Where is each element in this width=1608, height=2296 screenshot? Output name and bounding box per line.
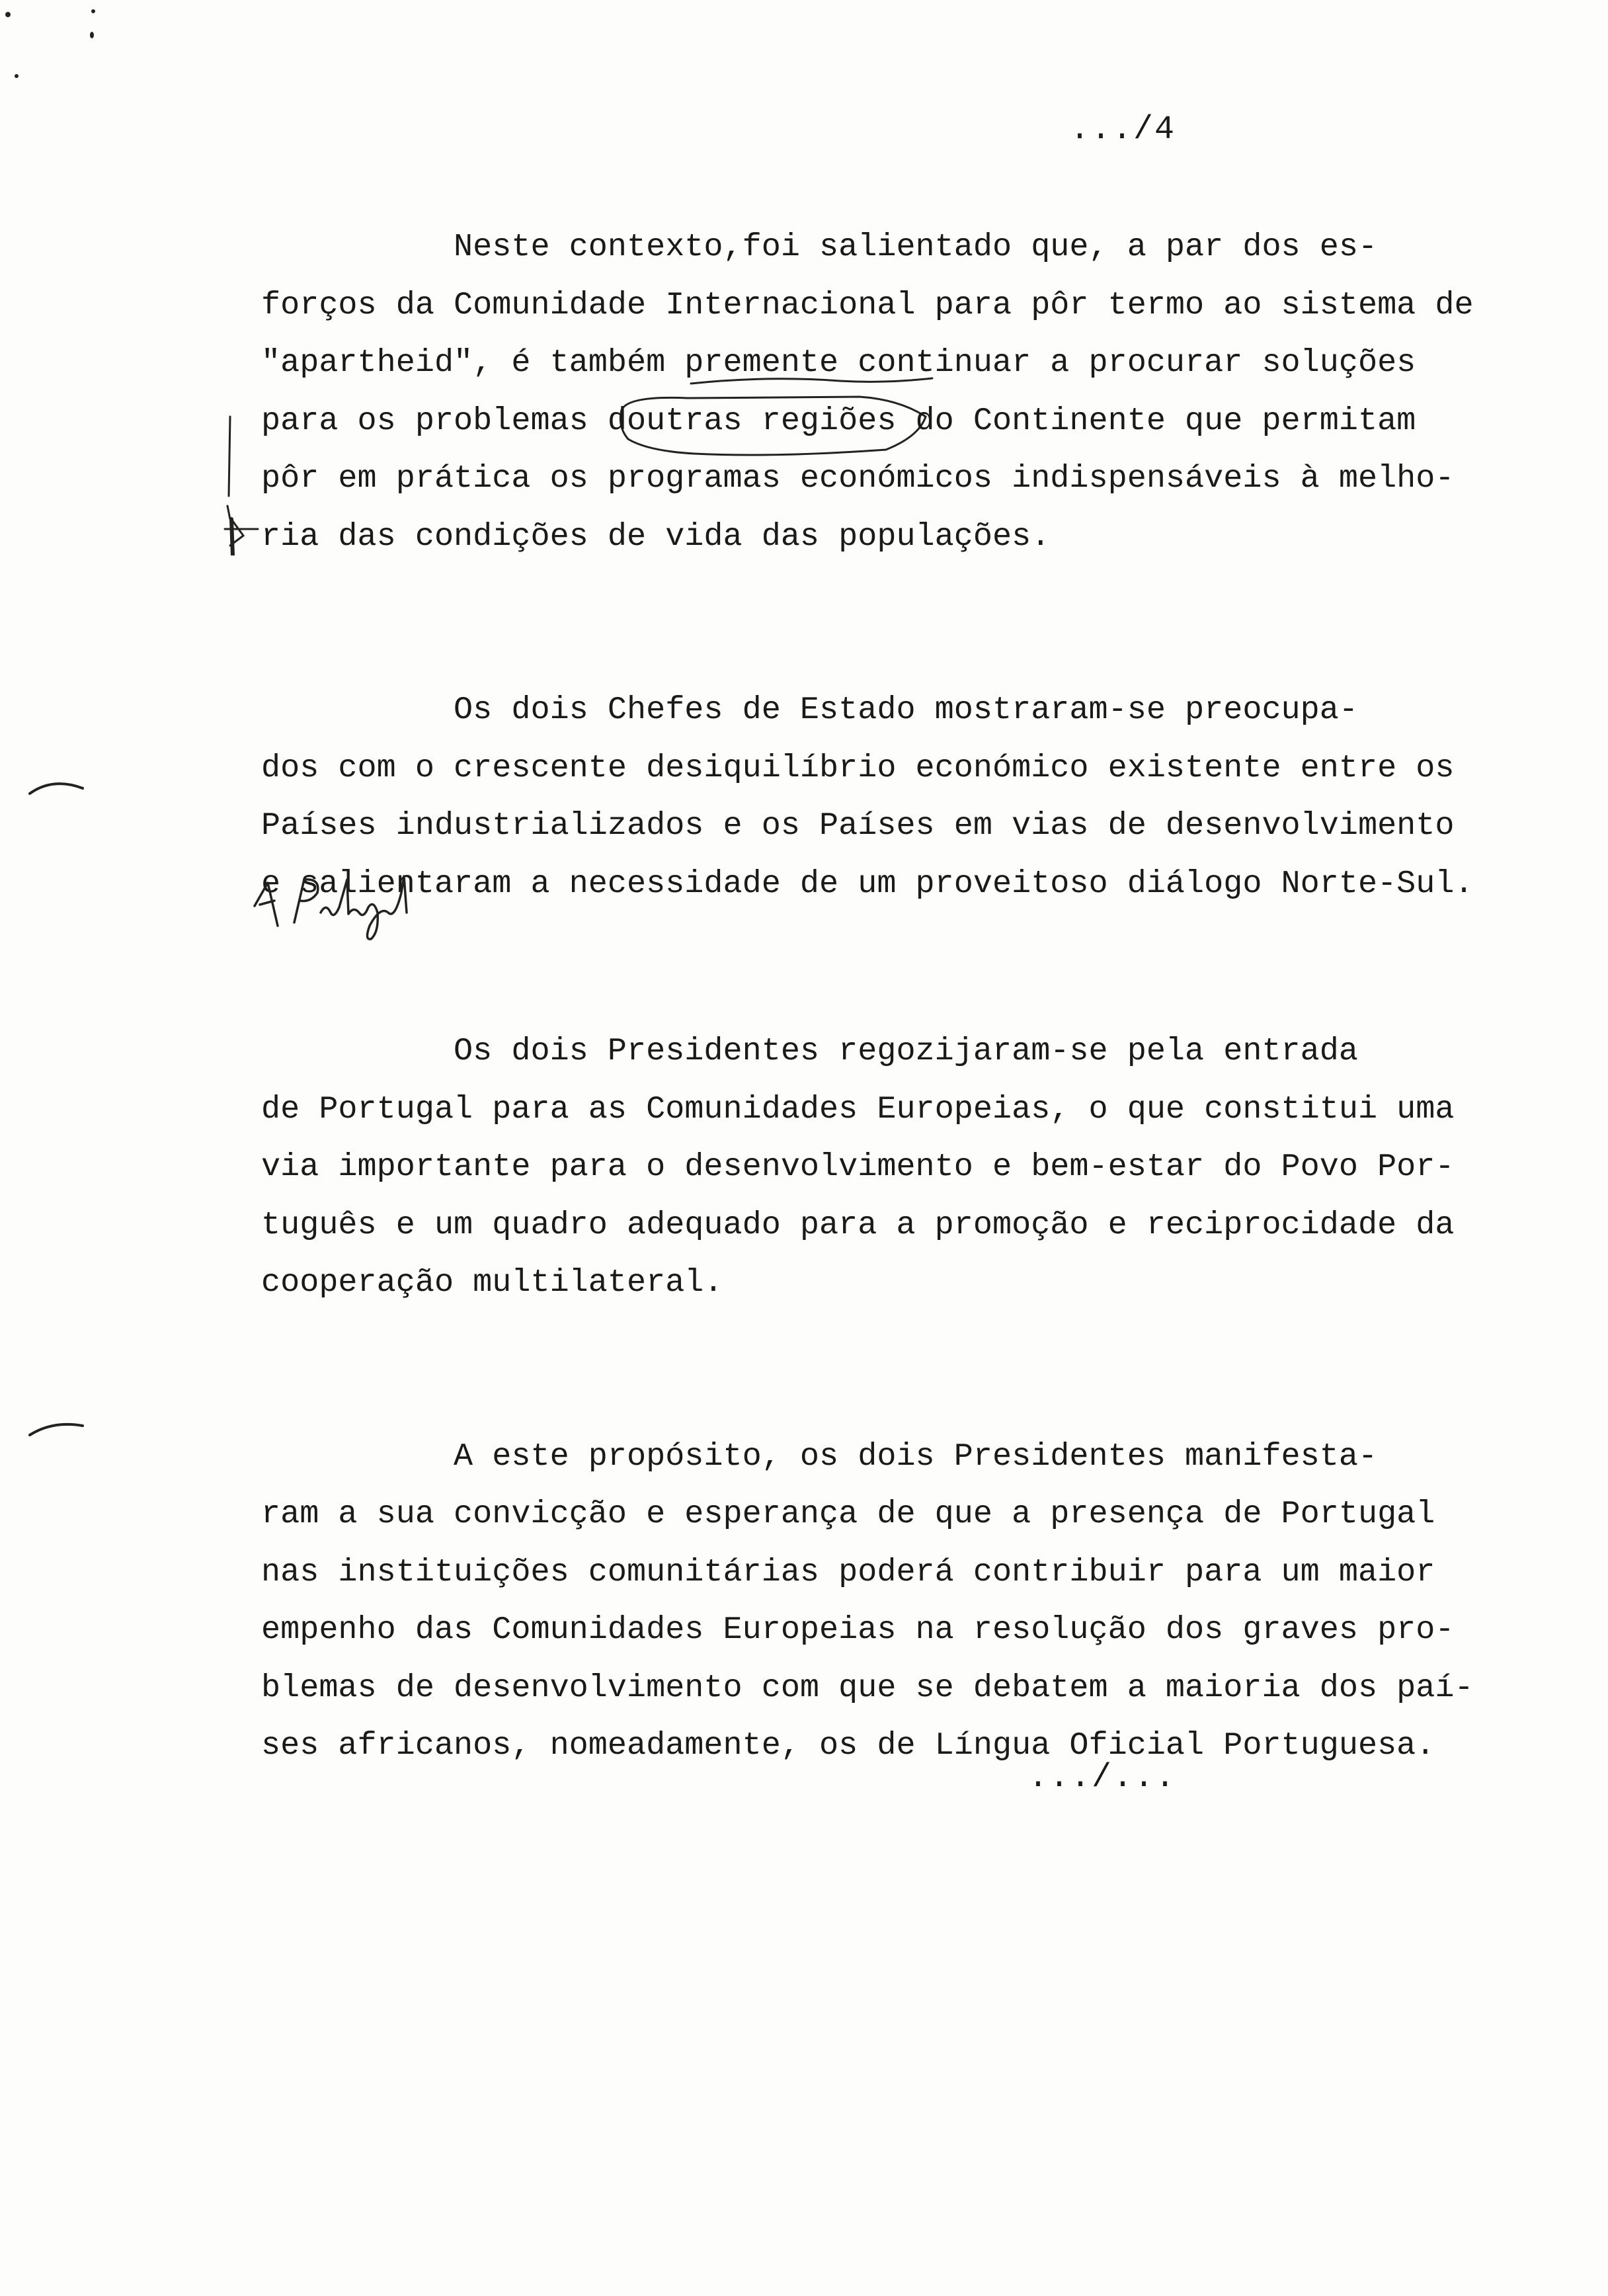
binder-hole-mark xyxy=(26,1415,86,1442)
paragraph-2 xyxy=(261,681,1517,913)
binder-hole-mark xyxy=(26,774,86,800)
paragraph-3 xyxy=(261,1022,1517,1312)
scan-speck xyxy=(15,74,19,78)
text-line: Neste contexto,foi salientado que, a par dos es- xyxy=(261,229,1378,265)
handwritten-note-signature xyxy=(248,866,446,946)
text-line: ses africanos, nomeadamente, os de Língua Oficial Portuguesa. xyxy=(261,1727,1435,1764)
paragraph-gap xyxy=(261,1312,1517,1428)
paragraph-1 xyxy=(261,218,1517,565)
text-line: empenho das Comunidades Europeias na resolução dos graves pro- xyxy=(261,1612,1455,1648)
scan-speck xyxy=(91,9,95,13)
text-line: ria das condições de vida das populações. xyxy=(261,518,1051,555)
scan-speck xyxy=(5,12,11,17)
paragraph-gap xyxy=(261,913,1517,1022)
text-line: tuguês e um quadro adequado para a promoção e reciprocidade da xyxy=(261,1206,1455,1243)
text-line: Os dois Chefes de Estado mostraram-se preocupa- xyxy=(261,692,1358,728)
text-line: nas instituições comunitárias poderá contribuir para um maior xyxy=(261,1553,1435,1590)
text-line: de Portugal para as Comunidades Europeias, o que constitui uma xyxy=(261,1090,1455,1128)
text-line: blemas de desenvolvimento com que se debatem a maioria dos paí- xyxy=(261,1669,1474,1706)
text-line: Os dois Presidentes regozijaram-se pela entrada xyxy=(261,1033,1358,1069)
continuation-marker: .../... xyxy=(1028,1759,1177,1797)
text-line: ram a sua convicção e esperança de que a presença de Portugal xyxy=(261,1496,1435,1532)
document-body xyxy=(261,218,1517,1775)
paragraph-gap xyxy=(261,565,1517,681)
page-number: .../4 xyxy=(1070,111,1176,149)
paragraph-4 xyxy=(261,1428,1517,1775)
text-line: via importante para o desenvolvimento e bem-estar do Povo Por- xyxy=(261,1149,1455,1185)
text-line: Países industrializados e os Países em vias de desenvolvimento xyxy=(261,807,1455,844)
text-line: A este propósito, os dois Presidentes manifesta- xyxy=(261,1438,1378,1475)
text-line: "apartheid", é também premente continuar a procurar soluções xyxy=(261,345,1416,381)
scan-speck xyxy=(90,32,94,38)
text-line: forços da Comunidade Internacional para pôr termo ao sistema de xyxy=(261,286,1474,323)
text-line: dos com o crescente desiquilíbrio económico existente entre os xyxy=(261,749,1455,786)
text-line: cooperação multilateral. xyxy=(261,1264,723,1301)
text-line: para os problemas doutras regiões do Continente que permitam xyxy=(261,402,1416,439)
text-line: pôr em prática os programas económicos indispensáveis à melho- xyxy=(261,460,1455,497)
text-line: e salientaram a necessidade de um proveitoso diálogo Norte-Sul. xyxy=(261,865,1474,902)
